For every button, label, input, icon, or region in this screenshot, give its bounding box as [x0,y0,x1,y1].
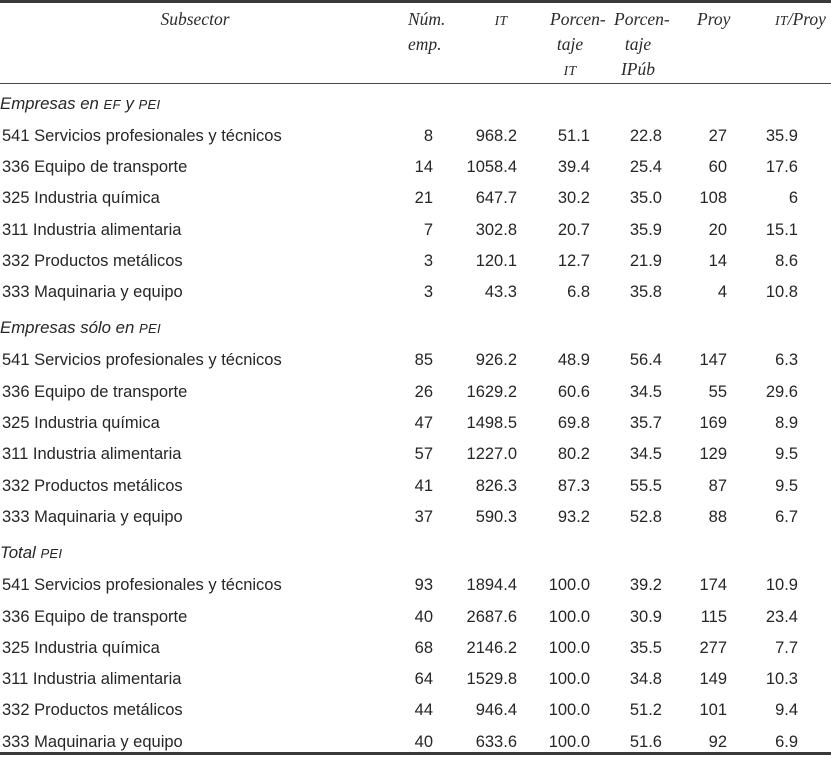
cell-proy: 27 [708,126,727,145]
cell-proy: 277 [699,638,727,657]
cell-proy: 4 [717,283,727,302]
row-label: 333 Maquinaria y equipo [2,732,183,751]
row-label: 311 Industria alimentaria [2,670,182,689]
cell-it: 1629.2 [466,382,517,401]
cell-porcentaje-it: 80.2 [557,445,590,464]
column-header-num-emp [358,3,446,84]
column-header-text: IT [775,13,788,28]
cell-num-emp: 3 [423,251,433,270]
cell-porcentaje-it: 20.7 [557,220,590,239]
cell-it: 968.2 [475,126,517,145]
cell-porcentaje-ipub: 34.8 [629,670,662,689]
cell-it-proy: 6.9 [775,732,798,751]
cell-porcentaje-it: 100.0 [548,732,590,751]
table-row [0,502,831,533]
column-header-text: emp. [408,34,442,54]
cell-porcentaje-ipub: 35.0 [629,189,662,208]
cell-it-proy: 8.9 [775,414,798,433]
table-row [0,664,831,695]
cell-it: 826.3 [475,476,517,495]
cell-it: 1498.5 [466,414,517,433]
cell-proy: 115 [700,607,727,626]
cell-porcentaje-ipub: 35.9 [629,220,662,239]
cell-proy: 129 [699,445,727,464]
column-header-line [770,7,831,33]
cell-num-emp: 41 [414,476,433,495]
section-header [0,84,831,121]
table-row [0,601,831,632]
column-header-line [614,57,662,82]
cell-it-proy: 9.4 [775,701,798,720]
cell-it-proy: 9.5 [775,445,798,464]
cell-it: 1529.8 [466,670,517,689]
cell-porcentaje-ipub: 34.5 [629,382,662,401]
cell-num-emp: 64 [414,670,433,689]
cell-proy: 20 [708,220,727,239]
table-row [0,246,831,277]
section-header [0,533,831,570]
cell-proy: 101 [699,701,727,720]
cell-porcentaje-ipub: 34.5 [629,445,662,464]
cell-num-emp: 93 [414,576,433,595]
column-header-line [408,7,446,32]
row-label: 311 Industria alimentaria [2,220,182,239]
cell-porcentaje-it: 100.0 [548,701,590,720]
cell-proy: 147 [699,351,727,370]
cell-porcentaje-it: 100.0 [548,670,590,689]
cell-num-emp: 14 [414,157,433,176]
cell-it-proy: 29.6 [765,382,798,401]
cell-num-emp: 68 [414,638,433,657]
cell-it-proy: 35.9 [765,126,798,145]
section-title [0,84,831,121]
cell-it: 926.2 [475,351,517,370]
cell-num-emp: 26 [414,382,433,401]
cell-proy: 108 [699,189,727,208]
section-header [0,308,831,345]
header-row [0,3,831,84]
column-header-text: taje [624,34,652,54]
cell-it: 946.4 [475,701,517,720]
table-row [0,183,831,214]
table-row [0,633,831,664]
table-row [0,570,831,601]
row-label: 541 Servicios profesionales y técnicos [2,576,282,595]
cell-porcentaje-it: 69.8 [557,414,590,433]
cell-porcentaje-it: 100.0 [548,638,590,657]
cell-num-emp: 44 [414,701,433,720]
cell-proy: 87 [708,476,727,495]
section-title-text: PEI [138,96,161,112]
column-header-text: Proy [697,9,731,29]
cell-it: 2687.6 [466,607,517,626]
cell-porcentaje-ipub: 25.4 [629,157,662,176]
cell-it: 120.1 [475,251,517,270]
cell-it-proy: 17.6 [765,157,798,176]
table-row [0,470,831,501]
table-row [0,439,831,470]
cell-porcentaje-ipub: 51.6 [629,732,662,751]
cell-porcentaje-it: 51.1 [557,126,590,145]
column-header-line [550,57,590,83]
column-header-line [408,32,442,57]
table-row [0,408,831,439]
cell-it-proy: 15.1 [765,220,798,239]
cell-proy: 92 [708,732,727,751]
column-header-text: Porcen- [550,9,606,29]
row-label: 332 Productos metálicos [2,701,183,720]
row-label: 311 Industria alimentaria [2,445,182,464]
cell-porcentaje-ipub: 39.2 [629,576,662,595]
cell-porcentaje-it: 39.4 [557,157,590,176]
column-header-line [614,32,662,57]
column-header-text: Porcen- [614,9,670,29]
cell-proy: 169 [699,414,727,433]
cell-porcentaje-it: 60.6 [557,382,590,401]
cell-num-emp: 40 [414,607,433,626]
column-header-it [433,3,517,84]
cell-it-proy: 8.6 [775,251,798,270]
table-row [0,277,831,308]
row-label: 336 Equipo de transporte [2,157,188,176]
row-label: 541 Servicios profesionales y técnicos [2,351,282,370]
table-header [0,3,831,84]
row-label: 325 Industria química [2,189,160,208]
row-label: 332 Productos metálicos [2,476,183,495]
column-header-line [32,7,358,32]
cell-porcentaje-it: 100.0 [548,607,590,626]
cell-proy: 60 [708,157,727,176]
cell-porcentaje-ipub: 52.8 [629,507,662,526]
table-row [0,377,831,408]
table-row [0,345,831,376]
cell-it: 1894.4 [466,576,517,595]
section-title-text: PEI [40,546,63,562]
row-label: 336 Equipo de transporte [2,607,188,626]
row-label: 325 Industria química [2,638,160,657]
cell-proy: 55 [708,382,727,401]
column-header-line [697,7,731,32]
cell-porcentaje-it: 87.3 [557,476,590,495]
cell-porcentaje-ipub: 30.9 [629,607,662,626]
column-header-line [485,7,517,33]
cell-porcentaje-ipub: 35.8 [629,283,662,302]
cell-it-proy: 10.3 [765,670,798,689]
cell-num-emp: 3 [423,283,433,302]
table-row [0,121,831,152]
cell-it: 43.3 [484,283,517,302]
bottom-rule [0,752,831,755]
table-row [0,214,831,245]
cell-it-proy: 10.9 [765,576,798,595]
cell-num-emp: 8 [423,126,433,145]
cell-porcentaje-ipub: 35.5 [629,638,662,657]
cell-proy: 149 [699,670,727,689]
cell-proy: 174 [699,576,727,595]
cell-it: 647.7 [475,189,517,208]
column-header-text: IPúb [620,59,656,79]
cell-num-emp: 85 [414,351,433,370]
cell-it: 590.3 [475,507,517,526]
cell-porcentaje-ipub: 56.4 [629,351,662,370]
column-header-it-proy [727,3,831,84]
column-header-subsector [0,3,358,84]
row-label: 333 Maquinaria y equipo [2,507,183,526]
cell-num-emp: 37 [414,507,433,526]
row-label: 333 Maquinaria y equipo [2,283,183,302]
cell-porcentaje-ipub: 22.8 [629,126,662,145]
section-title-text: y [120,93,139,113]
section-title [0,308,831,345]
cell-it-proy: 6.7 [775,507,798,526]
cell-num-emp: 57 [414,445,433,464]
cell-porcentaje-it: 6.8 [567,283,590,302]
column-header-text: IT [563,63,577,78]
column-header-line [614,7,670,32]
column-header-text: Subsector [160,9,230,29]
table-row [0,695,831,726]
row-label: 325 Industria química [2,414,160,433]
cell-porcentaje-ipub: 21.9 [629,251,662,270]
cell-it: 2146.2 [466,638,517,657]
cell-porcentaje-ipub: 55.5 [629,476,662,495]
cell-porcentaje-ipub: 35.7 [629,414,662,433]
cell-it-proy: 10.8 [765,283,798,302]
column-header-text: Núm. [408,9,446,29]
cell-proy: 14 [708,251,727,270]
cell-it-proy: 9.5 [775,476,798,495]
cell-num-emp: 40 [414,732,433,751]
section-title-text: EF [103,96,121,112]
section-title-text: PEI [138,321,161,337]
column-header-text: /Proy [787,9,826,29]
row-label: 332 Productos metálicos [2,251,183,270]
cell-num-emp: 7 [423,220,433,239]
data-table [0,3,831,757]
column-header-porcentaje-it [517,3,606,84]
cell-it: 1227.0 [466,445,517,464]
cell-it-proy: 6 [788,189,798,208]
column-header-line [550,7,606,32]
column-header-line [550,32,590,57]
column-header-proy [662,3,731,84]
table-row [0,152,831,183]
table-body [0,84,831,757]
section-title-text: Empresas sólo en [0,318,139,338]
cell-porcentaje-it: 48.9 [557,351,590,370]
cell-it-proy: 7.7 [775,638,798,657]
cell-it-proy: 6.3 [775,351,798,370]
cell-num-emp: 47 [414,414,433,433]
section-title-text: Total [0,543,41,563]
cell-porcentaje-it: 12.7 [557,251,590,270]
cell-porcentaje-ipub: 51.2 [629,701,662,720]
cell-num-emp: 21 [414,189,433,208]
cell-porcentaje-it: 93.2 [557,507,590,526]
cell-proy: 88 [708,507,727,526]
top-rule [0,0,831,3]
cell-porcentaje-it: 30.2 [557,189,590,208]
column-header-text: taje [556,34,584,54]
cell-it: 633.6 [475,732,517,751]
cell-porcentaje-it: 100.0 [548,576,590,595]
row-label: 541 Servicios profesionales y técnicos [2,126,282,145]
cell-it: 302.8 [475,220,517,239]
section-title-text: Empresas en [0,93,104,113]
cell-it: 1058.4 [466,157,517,176]
column-header-text: IT [494,13,508,28]
row-label: 336 Equipo de transporte [2,382,188,401]
cell-it-proy: 23.4 [765,607,798,626]
section-title [0,533,831,570]
